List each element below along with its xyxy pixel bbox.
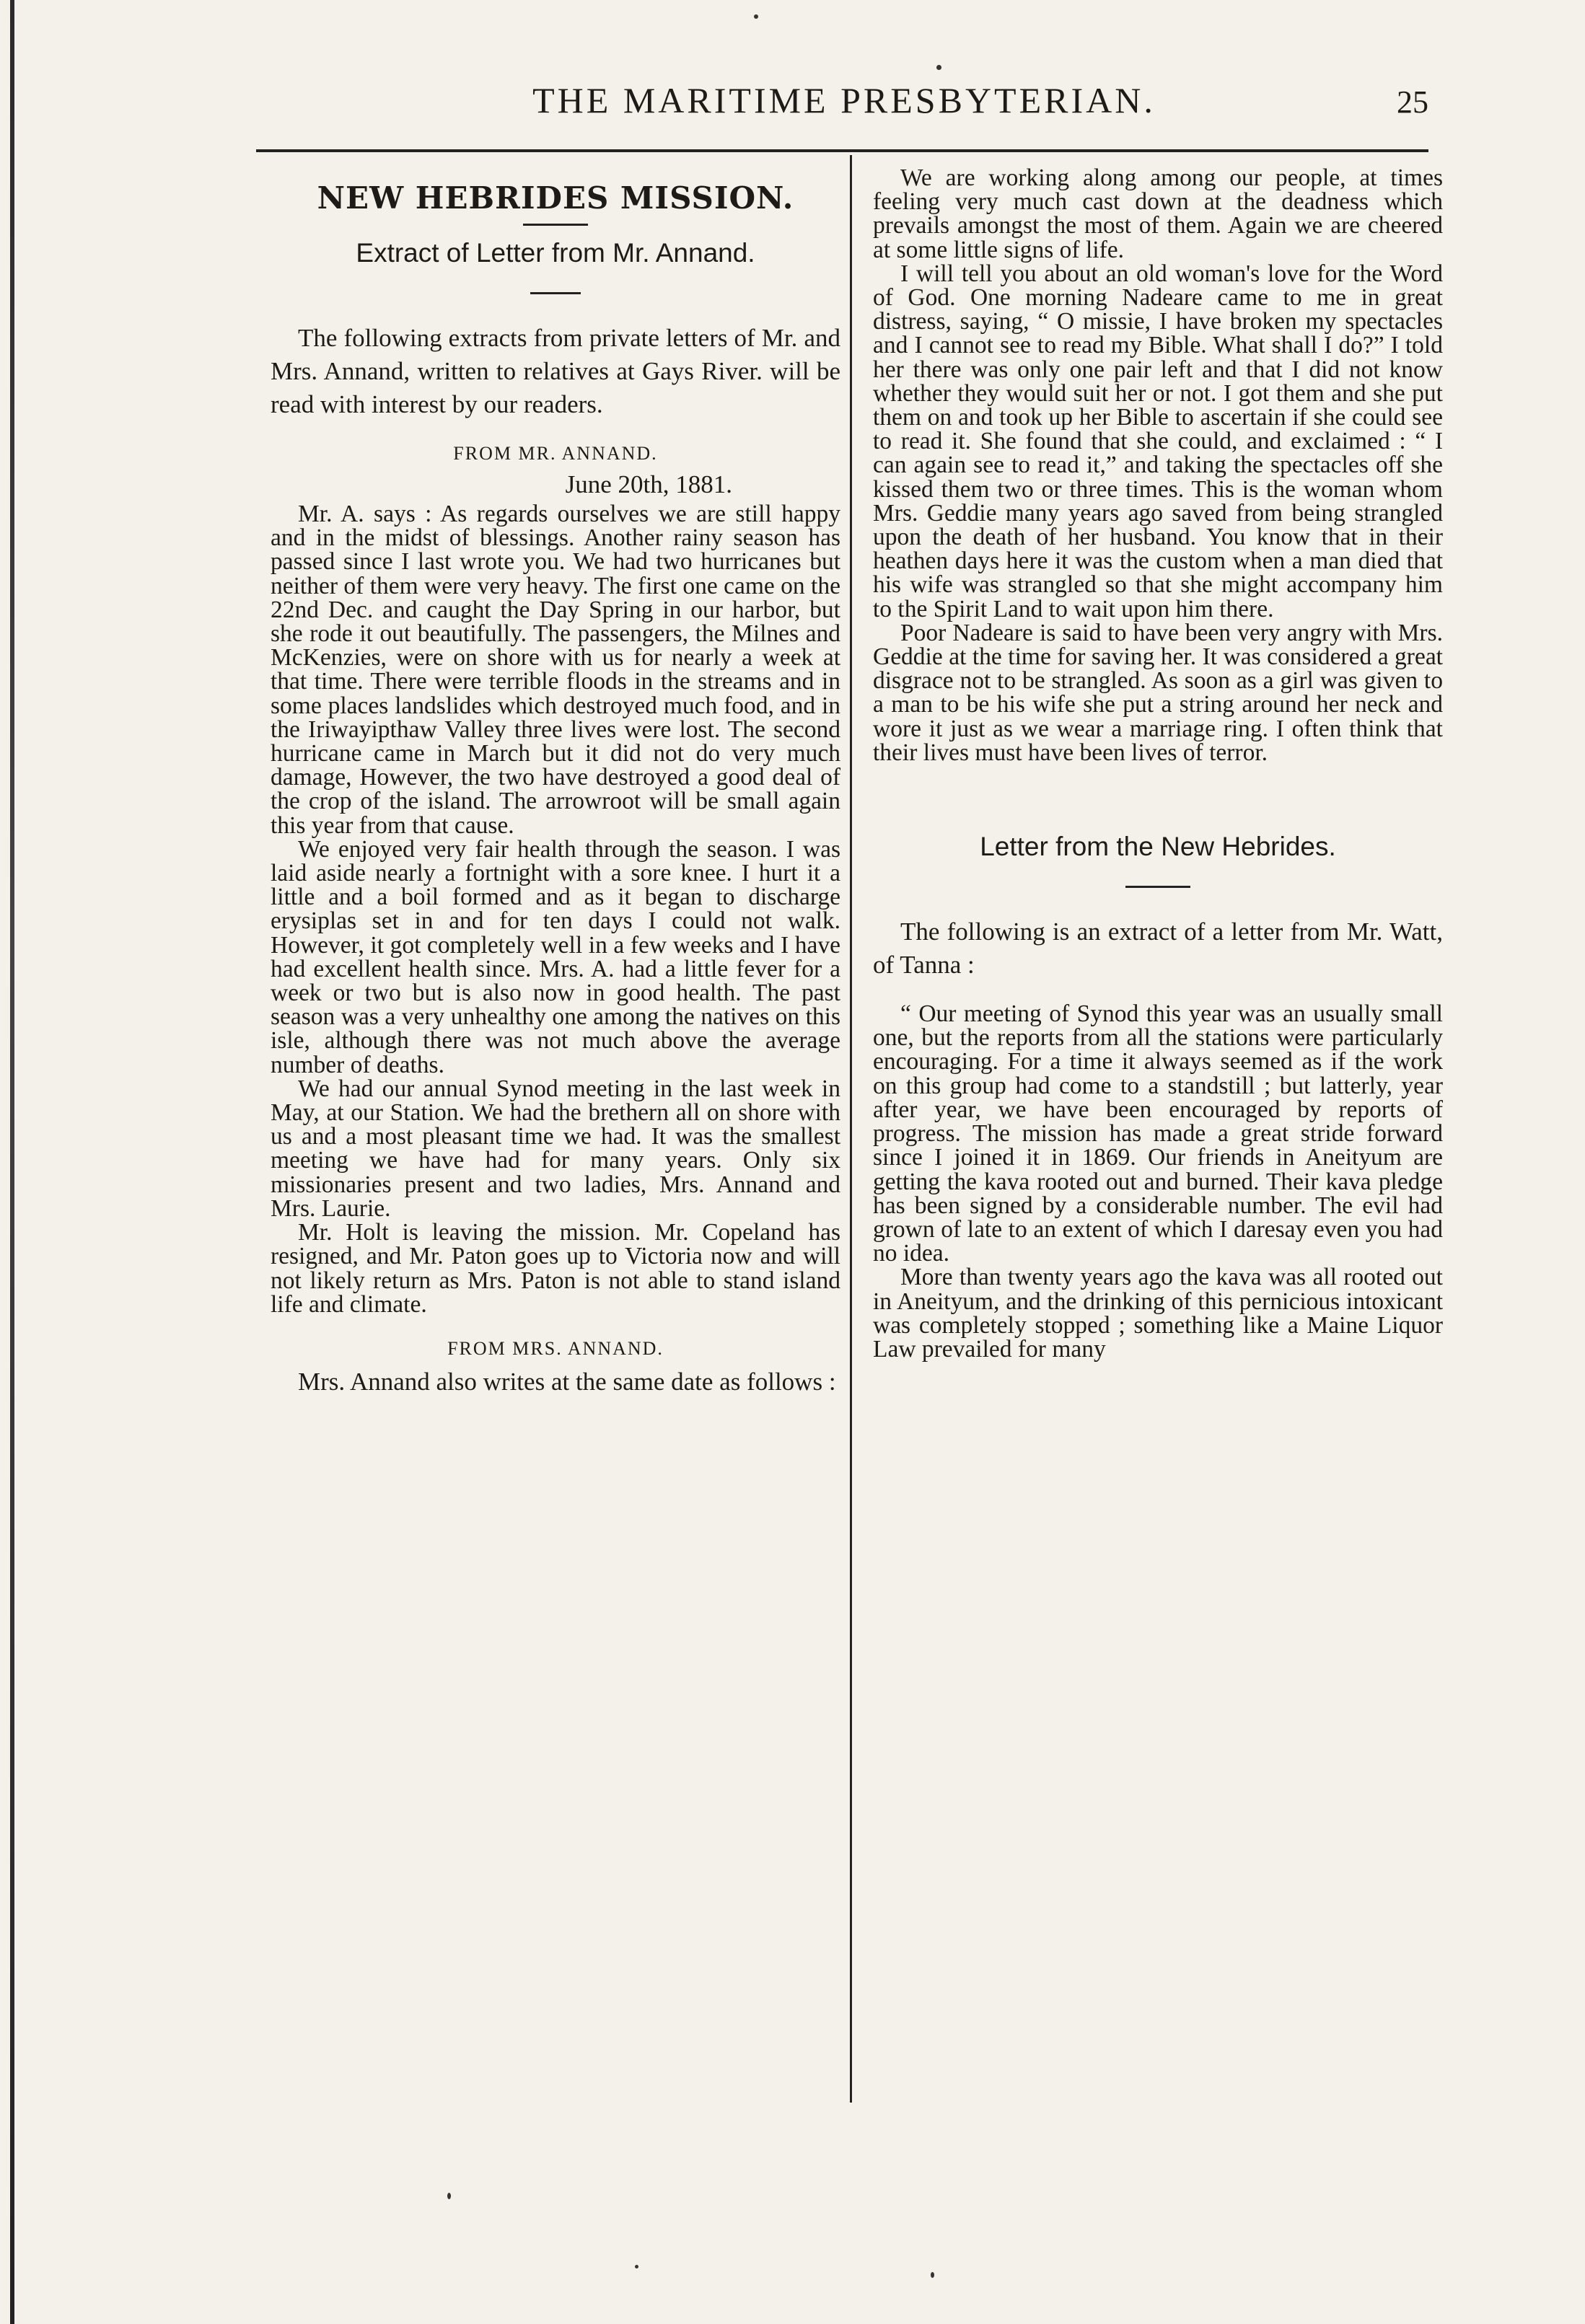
- paragraph: We enjoyed very fair health through the season. I was laid aside nearly a fortnight with a sore knee. I hurt it a little and a boil formed and as it began to discharge erysiplas set in and for ten days I could not walk. However, it got completely well in a few weeks and I have had excellent health since. Mrs. A. had a little fever for a week or two but is also now in good health. The past season was a very unhealthy one among the natives on this isle, although there was not much above the average number of deaths.: [271, 835, 840, 1078]
- section-title: NEW HEBRIDES MISSION.: [317, 180, 794, 216]
- left-column: [271, 166, 840, 1397]
- ink-speck: [447, 2193, 451, 2199]
- from-mrs-annand-heading: FROM MRS. ANNAND.: [447, 1337, 664, 1359]
- article-title: Extract of Letter from Mr. Annand.: [356, 238, 755, 268]
- ink-speck: [931, 2272, 934, 2278]
- paragraph: I will tell you about an old woman's love for the Word of God. One morning Nadeare came to me in great distress, saying, “ O missie, I have broken my spectacles and I cannot see to read my Bible. What shall I do?” I told her there was only one pair left and that I did not know whether they would suit her or not. I got them and she put them on and took up her Bible to ascertain if she could see to read it. She found that she could, and exclaimed : “ I can again see to read it,” and taking the spectacles off she kissed them two or three times. This is the woman whom Mrs. Geddie many years ago saved from being strangled upon the death of her husband. You know that in their heathen days here it was the custom when a man died that his wife was strangled so that she might accompany him to the Spirit Land to wait upon him there.: [873, 260, 1443, 622]
- article-intro: The following extracts from private letters of Mr. and Mrs. Annand, written to relatives at Gays River. will be read with interest by our readers.: [271, 324, 840, 418]
- letter-date: June 20th, 1881.: [565, 470, 732, 498]
- ink-speck: [635, 2265, 638, 2268]
- paragraph: Poor Nadeare is said to have been very angry with Mrs. Geddie at the time for saving her. It was considered a great disgrace not to be strangled. As soon as a girl was given to a man to be his wife she put a string around her neck and wore it just as we wear a marriage ring. I often think that their lives must have been lives of terror.: [873, 619, 1443, 766]
- page-number: 25: [1397, 84, 1428, 120]
- article-rule: [530, 292, 581, 294]
- closing-paragraph: Mrs. Annand also writes at the same date as follows :: [298, 1367, 836, 1396]
- paragraph: We are working along among our people, at times feeling very much cast down at the deadness which prevails amongst the most of them. Again we are cheered at some little signs of life.: [873, 164, 1443, 263]
- paragraph: Mr. A. says : As regards ourselves we are still happy and in the midst of blessings. Another rainy season has passed since I last wrote you. We had two hurricanes but neither of them were very heavy. The first one came on the 22nd Dec. and caught the Day Spring in our harbor, but she rode it out beautifully. The passengers, the Milnes and McKenzies, were on shore with us for nearly a week at that time. There were terrible floods in the streams and in some places landslides which destroyed much food, and in the Iriwayipthaw Valley three lives were lost. The second hurricane came in March but it did not do very much damage, However, the two have destroyed a good deal of the crop of the island. The arrowroot will be small again this year from that cause.: [271, 501, 840, 839]
- ink-speck: [754, 14, 758, 19]
- paragraph: Mr. Holt is leaving the mission. Mr. Copeland has resigned, and Mr. Paton goes up to Victoria now and will not likely return as Mrs. Paton is not able to stand island life and climate.: [271, 1219, 840, 1318]
- paragraph: More than twenty years ago the kava was all rooted out in Aneityum, and the drinking of this pernicious intoxicant was completely stopped ; something like a Maine Liquor Law prevailed for many: [873, 1264, 1443, 1363]
- paragraph: We had our annual Synod meeting in the last week in May, at our Station. We had the brethern all on shore with us and a most pleasant time we had. It was the smallest meeting we have had for many years. Only six missionaries present and two ladies, Mrs. Annand and Mrs. Laurie.: [271, 1075, 840, 1222]
- paragraph: “ Our meeting of Synod this year was an usually small one, but the reports from all the stations were particularly encouraging. For a time it always seemed as if the work on this group had come to a standstill ; but latterly, year after year, we have been encouraged by reports of progress. The mission has made a great stride forward since I joined it in 1869. Our friends in Aneityum are getting the kava rooted out and burned. Their kava pledge has been signed by a considerable number. The evil had grown of late to an extent of which I daresay even you had no idea.: [873, 1000, 1443, 1267]
- from-mr-annand-heading: FROM MR. ANNAND.: [453, 443, 658, 464]
- column-divider: [850, 155, 852, 2103]
- journal-title: THE MARITIME PRESBYTERIAN.: [532, 80, 1156, 120]
- section-gap: [873, 765, 1443, 829]
- header-rule: [256, 149, 1428, 152]
- article-intro-2: The following is an extract of a letter from Mr. Watt, of Tanna :: [873, 917, 1443, 980]
- right-column: [873, 166, 1443, 1361]
- page-binding-edge: [10, 0, 14, 2324]
- article-rule-2: [1125, 886, 1190, 888]
- ink-speck: [936, 65, 941, 70]
- title-rule: [523, 224, 588, 226]
- page-header: [260, 79, 1428, 144]
- article-title-2: Letter from the New Hebrides.: [980, 832, 1336, 862]
